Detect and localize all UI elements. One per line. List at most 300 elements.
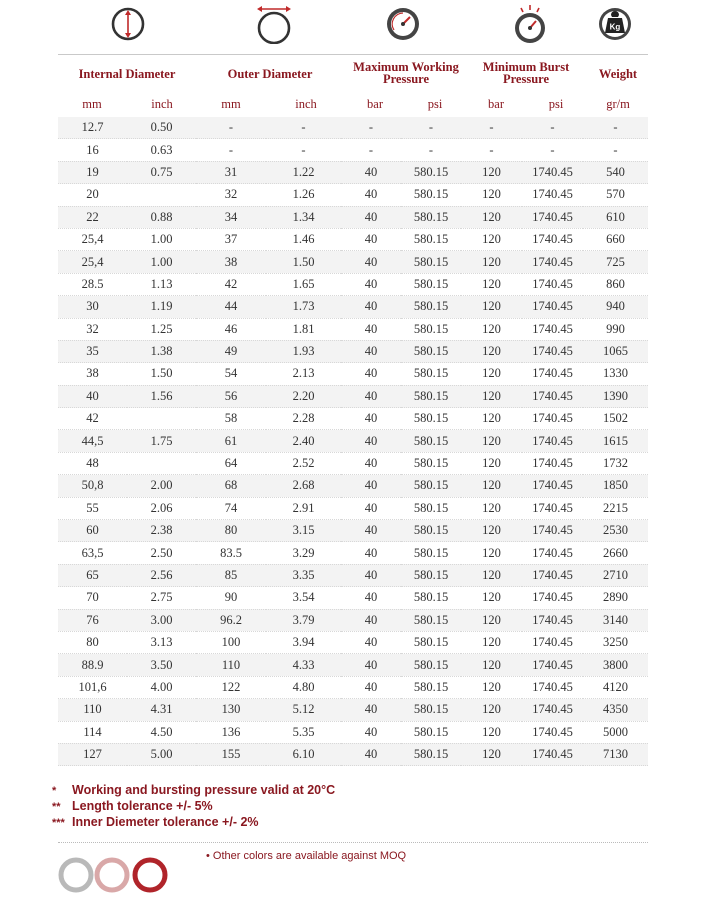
cell-weight: 3800 — [583, 654, 648, 676]
cell-id-inch: 1.50 — [127, 363, 196, 385]
table-row — [58, 564, 648, 586]
cell-weight: 660 — [583, 228, 648, 250]
cell-id-inch: 2.56 — [127, 564, 196, 586]
cell-id-mm: 110 — [58, 699, 127, 721]
cell-id-mm: 127 — [58, 743, 127, 765]
cell-wp-psi: 580.15 — [401, 475, 461, 497]
cell-wp-psi: 580.15 — [401, 452, 461, 474]
cell-od-inch: 1.46 — [266, 228, 341, 250]
cell-bp-psi: 1740.45 — [522, 654, 583, 676]
cell-bp-psi: 1740.45 — [522, 542, 583, 564]
cell-wp-bar: 40 — [341, 520, 401, 542]
cell-bp-bar: 120 — [461, 206, 522, 228]
cell-id-mm: 28.5 — [58, 273, 127, 295]
footnote-marker: ** — [52, 801, 61, 813]
units-row — [58, 97, 648, 119]
cell-od-mm: 96.2 — [196, 609, 266, 631]
cell-wp-psi: 580.15 — [401, 743, 461, 765]
unit-od-inch: inch — [295, 97, 317, 111]
cell-wp-bar: 40 — [341, 363, 401, 385]
cell-id-mm: 114 — [58, 721, 127, 743]
cell-od-inch: 2.40 — [266, 430, 341, 452]
cell-od-inch: 4.33 — [266, 654, 341, 676]
table-row — [58, 408, 648, 430]
cell-id-inch: 1.13 — [127, 273, 196, 295]
cell-wp-bar: 40 — [341, 587, 401, 609]
color-options — [58, 856, 178, 896]
cell-bp-psi: 1740.45 — [522, 631, 583, 653]
cell-weight: 2530 — [583, 520, 648, 542]
cell-bp-psi: 1740.45 — [522, 363, 583, 385]
cell-wp-bar: 40 — [341, 564, 401, 586]
table-row — [58, 340, 648, 362]
cell-wp-psi: 580.15 — [401, 340, 461, 362]
cell-bp-psi: 1740.45 — [522, 296, 583, 318]
cell-wp-bar: 40 — [341, 452, 401, 474]
table-row — [58, 721, 648, 743]
cell-od-inch: 5.12 — [266, 699, 341, 721]
cell-id-inch: 2.00 — [127, 475, 196, 497]
cell-bp-bar: 120 — [461, 520, 522, 542]
cell-bp-psi: 1740.45 — [522, 318, 583, 340]
cell-wp-bar: 40 — [341, 743, 401, 765]
cell-wp-psi: 580.15 — [401, 699, 461, 721]
cell-weight: 1615 — [583, 430, 648, 452]
cell-od-mm: 122 — [196, 676, 266, 698]
cell-id-inch: 0.50 — [127, 117, 196, 139]
cell-wp-psi: 580.15 — [401, 206, 461, 228]
cell-wp-bar: - — [341, 117, 401, 139]
footnote-marker: * — [52, 785, 57, 797]
cell-wp-psi: 580.15 — [401, 497, 461, 519]
cell-id-mm: 42 — [58, 408, 127, 430]
cell-od-mm: 155 — [196, 743, 266, 765]
cell-wp-psi: 580.15 — [401, 609, 461, 631]
cell-od-inch: 2.13 — [266, 363, 341, 385]
cell-weight: 2710 — [583, 564, 648, 586]
cell-od-mm: 31 — [196, 161, 266, 183]
cell-bp-psi: - — [522, 117, 583, 139]
cell-bp-bar: 120 — [461, 654, 522, 676]
cell-wp-bar: 40 — [341, 699, 401, 721]
footnote — [52, 783, 335, 799]
cell-od-mm: 37 — [196, 228, 266, 250]
cell-bp-bar: 120 — [461, 497, 522, 519]
table-row — [58, 161, 648, 183]
cell-od-inch: 5.35 — [266, 721, 341, 743]
cell-id-mm: 60 — [58, 520, 127, 542]
cell-id-mm: 12.7 — [58, 117, 127, 139]
cell-bp-bar: 120 — [461, 318, 522, 340]
cell-bp-psi: 1740.45 — [522, 587, 583, 609]
cell-od-inch: 1.93 — [266, 340, 341, 362]
cell-id-inch: 4.50 — [127, 721, 196, 743]
table-header — [58, 54, 648, 111]
cell-od-mm: 54 — [196, 363, 266, 385]
cell-weight: - — [583, 139, 648, 161]
cell-bp-bar: 120 — [461, 430, 522, 452]
cell-bp-psi: 1740.45 — [522, 721, 583, 743]
cell-weight: 2215 — [583, 497, 648, 519]
table-row — [58, 363, 648, 385]
cell-bp-psi: 1740.45 — [522, 184, 583, 206]
cell-weight: 5000 — [583, 721, 648, 743]
cell-wp-psi: 580.15 — [401, 587, 461, 609]
cell-bp-bar: 120 — [461, 609, 522, 631]
cell-id-inch: 0.63 — [127, 139, 196, 161]
footnote-marker: *** — [52, 817, 65, 829]
burst-pressure-icon — [512, 4, 548, 46]
unit-od-mm: mm — [221, 97, 241, 111]
header-internal-diameter: Internal Diameter — [78, 67, 176, 81]
cell-wp-psi: 580.15 — [401, 408, 461, 430]
cell-wp-psi: 580.15 — [401, 385, 461, 407]
cell-id-inch: 1.56 — [127, 385, 196, 407]
cell-bp-bar: 120 — [461, 385, 522, 407]
cell-wp-bar: 40 — [341, 430, 401, 452]
cell-id-mm: 44,5 — [58, 430, 127, 452]
footnote-text: Length tolerance +/- 5% — [72, 799, 213, 813]
cell-wp-psi: 580.15 — [401, 161, 461, 183]
cell-id-inch: 3.50 — [127, 654, 196, 676]
cell-bp-psi: 1740.45 — [522, 430, 583, 452]
weight-icon — [597, 4, 633, 44]
cell-wp-psi: 580.15 — [401, 251, 461, 273]
cell-id-mm: 32 — [58, 318, 127, 340]
cell-od-mm: 49 — [196, 340, 266, 362]
cell-id-mm: 19 — [58, 161, 127, 183]
cell-od-mm: 80 — [196, 520, 266, 542]
cell-wp-bar: 40 — [341, 609, 401, 631]
cell-od-inch: 2.68 — [266, 475, 341, 497]
cell-wp-psi: 580.15 — [401, 676, 461, 698]
cell-id-inch: 2.06 — [127, 497, 196, 519]
cell-bp-bar: 120 — [461, 676, 522, 698]
cell-weight: 570 — [583, 184, 648, 206]
cell-id-inch: 5.00 — [127, 743, 196, 765]
cell-wp-psi: 580.15 — [401, 721, 461, 743]
cell-id-mm: 88.9 — [58, 654, 127, 676]
cell-id-inch — [127, 452, 196, 474]
cell-bp-psi: 1740.45 — [522, 273, 583, 295]
cell-wp-bar: 40 — [341, 542, 401, 564]
cell-od-inch: 3.79 — [266, 609, 341, 631]
cell-id-mm: 55 — [58, 497, 127, 519]
cell-od-mm: 44 — [196, 296, 266, 318]
cell-bp-bar: 120 — [461, 564, 522, 586]
cell-wp-psi: 580.15 — [401, 184, 461, 206]
cell-bp-bar: 120 — [461, 184, 522, 206]
table-row — [58, 139, 648, 161]
cell-wp-bar: 40 — [341, 161, 401, 183]
cell-od-inch: 1.65 — [266, 273, 341, 295]
cell-id-mm: 16 — [58, 139, 127, 161]
cell-od-mm: 85 — [196, 564, 266, 586]
cell-bp-bar: 120 — [461, 363, 522, 385]
cell-bp-psi: 1740.45 — [522, 385, 583, 407]
cell-bp-bar: 120 — [461, 161, 522, 183]
cell-bp-bar: 120 — [461, 408, 522, 430]
cell-od-inch: 3.15 — [266, 520, 341, 542]
footnotes — [52, 783, 335, 831]
cell-bp-bar: 120 — [461, 251, 522, 273]
light-ring-icon — [97, 860, 127, 890]
cell-wp-psi: 580.15 — [401, 430, 461, 452]
cell-od-inch: 1.50 — [266, 251, 341, 273]
cell-od-mm: 56 — [196, 385, 266, 407]
cell-od-inch: 3.54 — [266, 587, 341, 609]
cell-weight: 1065 — [583, 340, 648, 362]
cell-od-inch: 4.80 — [266, 676, 341, 698]
unit-bp-bar: bar — [488, 97, 504, 111]
cell-od-inch: 3.94 — [266, 631, 341, 653]
cell-id-inch: 2.38 — [127, 520, 196, 542]
cell-id-inch: 1.00 — [127, 251, 196, 273]
cell-od-mm: 38 — [196, 251, 266, 273]
cell-id-mm: 38 — [58, 363, 127, 385]
cell-od-mm: 34 — [196, 206, 266, 228]
cell-od-mm: 58 — [196, 408, 266, 430]
cell-id-inch: 1.19 — [127, 296, 196, 318]
cell-od-inch: 1.22 — [266, 161, 341, 183]
unit-wp-bar: bar — [367, 97, 383, 111]
cell-weight: 7130 — [583, 743, 648, 765]
cell-od-mm: 61 — [196, 430, 266, 452]
cell-weight: 610 — [583, 206, 648, 228]
grey-ring-icon — [61, 860, 91, 890]
footnote — [52, 799, 335, 815]
cell-wp-bar: 40 — [341, 228, 401, 250]
cell-bp-psi: 1740.45 — [522, 497, 583, 519]
table-row — [58, 184, 648, 206]
cell-id-mm: 76 — [58, 609, 127, 631]
cell-wp-bar: 40 — [341, 385, 401, 407]
cell-id-inch: 2.75 — [127, 587, 196, 609]
cell-od-mm: 46 — [196, 318, 266, 340]
cell-wp-bar: 40 — [341, 475, 401, 497]
cell-bp-psi: 1740.45 — [522, 609, 583, 631]
cell-id-mm: 65 — [58, 564, 127, 586]
table-row — [58, 452, 648, 474]
outer-diameter-icon — [254, 4, 294, 44]
cell-id-mm: 70 — [58, 587, 127, 609]
cell-bp-psi: 1740.45 — [522, 520, 583, 542]
cell-wp-psi: 580.15 — [401, 520, 461, 542]
cell-id-inch: 1.38 — [127, 340, 196, 362]
cell-id-inch — [127, 408, 196, 430]
cell-weight: 860 — [583, 273, 648, 295]
cell-wp-psi: 580.15 — [401, 564, 461, 586]
cell-id-mm: 20 — [58, 184, 127, 206]
cell-id-mm: 25,4 — [58, 251, 127, 273]
cell-weight: 540 — [583, 161, 648, 183]
cell-od-mm: 90 — [196, 587, 266, 609]
cell-wp-psi: 580.15 — [401, 631, 461, 653]
cell-od-inch: 1.73 — [266, 296, 341, 318]
cell-id-mm: 25,4 — [58, 228, 127, 250]
cell-bp-bar: 120 — [461, 296, 522, 318]
cell-od-mm: 83.5 — [196, 542, 266, 564]
cell-id-inch: 2.50 — [127, 542, 196, 564]
cell-weight: 2890 — [583, 587, 648, 609]
table-row — [58, 206, 648, 228]
cell-wp-bar: 40 — [341, 273, 401, 295]
cell-weight: 725 — [583, 251, 648, 273]
table-row — [58, 296, 648, 318]
cell-weight: 940 — [583, 296, 648, 318]
cell-bp-psi: 1740.45 — [522, 699, 583, 721]
internal-diameter-icon — [110, 4, 146, 44]
cell-wp-bar: 40 — [341, 251, 401, 273]
cell-id-mm: 63,5 — [58, 542, 127, 564]
table-row — [58, 743, 648, 765]
table-row — [58, 318, 648, 340]
cell-wp-psi: 580.15 — [401, 228, 461, 250]
cell-od-inch: 3.29 — [266, 542, 341, 564]
cell-wp-psi: - — [401, 139, 461, 161]
cell-id-inch: 3.13 — [127, 631, 196, 653]
table-row — [58, 631, 648, 653]
table-row — [58, 654, 648, 676]
cell-id-mm: 80 — [58, 631, 127, 653]
cell-bp-bar: - — [461, 117, 522, 139]
header-outer-diameter: Outer Diameter — [227, 67, 313, 81]
cell-id-mm: 40 — [58, 385, 127, 407]
cell-bp-psi: 1740.45 — [522, 251, 583, 273]
unit-weight: gr/m — [606, 97, 630, 111]
cell-od-inch: 1.81 — [266, 318, 341, 340]
unit-bp-psi: psi — [548, 97, 564, 111]
cell-weight: 4350 — [583, 699, 648, 721]
cell-od-mm: 42 — [196, 273, 266, 295]
cell-id-inch: 3.00 — [127, 609, 196, 631]
cell-id-inch: 1.25 — [127, 318, 196, 340]
cell-od-mm: 100 — [196, 631, 266, 653]
table-row — [58, 475, 648, 497]
cell-weight: 2660 — [583, 542, 648, 564]
cell-bp-bar: 120 — [461, 631, 522, 653]
table-row — [58, 609, 648, 631]
cell-bp-bar: 120 — [461, 542, 522, 564]
pressure-gauge-icon — [385, 4, 421, 44]
red-ring-icon — [135, 860, 165, 890]
table-row — [58, 587, 648, 609]
cell-bp-psi: 1740.45 — [522, 206, 583, 228]
cell-wp-bar: 40 — [341, 497, 401, 519]
cell-od-inch: 2.52 — [266, 452, 341, 474]
footer-divider — [58, 842, 648, 843]
cell-wp-psi: 580.15 — [401, 296, 461, 318]
cell-id-mm: 101,6 — [58, 676, 127, 698]
table-row — [58, 273, 648, 295]
cell-wp-bar: 40 — [341, 206, 401, 228]
header-min-burst-pressure: Minimum Burst Pressure — [482, 60, 570, 86]
cell-od-mm: 32 — [196, 184, 266, 206]
cell-od-mm: 136 — [196, 721, 266, 743]
table-row — [58, 520, 648, 542]
hose-spec-table — [58, 117, 648, 766]
unit-id-inch: inch — [151, 97, 173, 111]
cell-bp-bar: 120 — [461, 587, 522, 609]
cell-bp-psi: 1740.45 — [522, 340, 583, 362]
header-weight: Weight — [598, 67, 638, 81]
cell-id-mm: 50,8 — [58, 475, 127, 497]
cell-id-mm: 30 — [58, 296, 127, 318]
cell-od-inch: 2.91 — [266, 497, 341, 519]
cell-bp-psi: - — [522, 139, 583, 161]
cell-bp-bar: 120 — [461, 340, 522, 362]
cell-od-inch: - — [266, 117, 341, 139]
cell-bp-bar: 120 — [461, 273, 522, 295]
cell-od-mm: 64 — [196, 452, 266, 474]
cell-weight: 3140 — [583, 609, 648, 631]
cell-bp-psi: 1740.45 — [522, 228, 583, 250]
unit-id-mm: mm — [82, 97, 102, 111]
cell-weight: 1850 — [583, 475, 648, 497]
cell-bp-bar: - — [461, 139, 522, 161]
cell-wp-psi: 580.15 — [401, 363, 461, 385]
cell-bp-bar: 120 — [461, 743, 522, 765]
cell-bp-psi: 1740.45 — [522, 475, 583, 497]
moq-note: • Other colors are available against MOQ — [206, 850, 407, 862]
cell-weight: 1502 — [583, 408, 648, 430]
cell-bp-bar: 120 — [461, 228, 522, 250]
cell-id-inch: 1.00 — [127, 228, 196, 250]
cell-od-inch: 6.10 — [266, 743, 341, 765]
cell-bp-psi: 1740.45 — [522, 676, 583, 698]
footnote-text: Working and bursting pressure valid at 20°C — [72, 783, 336, 797]
weight-icon-label: Kg — [609, 22, 621, 32]
header-max-working-pressure: Maximum Working Pressure — [353, 60, 459, 86]
table-row — [58, 699, 648, 721]
cell-bp-psi: 1740.45 — [522, 408, 583, 430]
cell-bp-bar: 120 — [461, 699, 522, 721]
cell-wp-bar: 40 — [341, 676, 401, 698]
cell-od-inch: 1.26 — [266, 184, 341, 206]
cell-wp-bar: 40 — [341, 318, 401, 340]
cell-id-inch: 0.88 — [127, 206, 196, 228]
table-row — [58, 542, 648, 564]
cell-id-inch: 1.75 — [127, 430, 196, 452]
cell-id-inch: 4.31 — [127, 699, 196, 721]
cell-od-mm: - — [196, 139, 266, 161]
cell-od-mm: - — [196, 117, 266, 139]
cell-bp-psi: 1740.45 — [522, 564, 583, 586]
cell-wp-bar: 40 — [341, 721, 401, 743]
footnote-text: Inner Diemeter tolerance +/- 2% — [72, 815, 259, 829]
cell-od-inch: 2.28 — [266, 408, 341, 430]
cell-weight: 990 — [583, 318, 648, 340]
cell-wp-bar: 40 — [341, 296, 401, 318]
unit-wp-psi: psi — [427, 97, 443, 111]
cell-od-mm: 130 — [196, 699, 266, 721]
cell-wp-bar: 40 — [341, 340, 401, 362]
table-row — [58, 497, 648, 519]
cell-od-inch: - — [266, 139, 341, 161]
cell-wp-psi: 580.15 — [401, 273, 461, 295]
cell-weight: 3250 — [583, 631, 648, 653]
cell-bp-bar: 120 — [461, 475, 522, 497]
cell-od-mm: 110 — [196, 654, 266, 676]
table-row — [58, 228, 648, 250]
table-row — [58, 676, 648, 698]
cell-wp-bar: 40 — [341, 184, 401, 206]
cell-weight: 1330 — [583, 363, 648, 385]
cell-od-inch: 3.35 — [266, 564, 341, 586]
cell-id-inch: 4.00 — [127, 676, 196, 698]
cell-id-inch: 0.75 — [127, 161, 196, 183]
cell-wp-bar: 40 — [341, 408, 401, 430]
